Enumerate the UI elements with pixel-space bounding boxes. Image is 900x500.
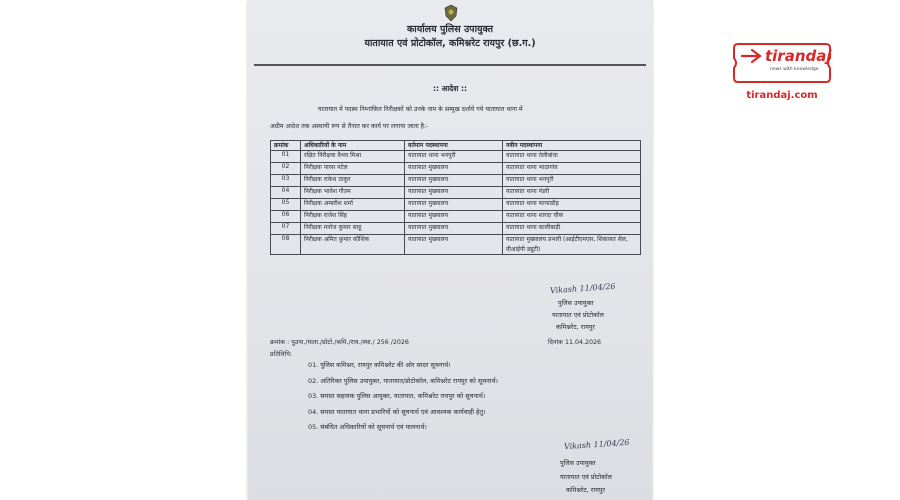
logo-wordmark: tirandaj: [765, 47, 832, 65]
current-posting-cell: यातायात मुख्यालय: [405, 199, 503, 211]
copy-recipient: 05. संबंधित अधिकारियों को सूचनार्थ एवं पालनार्थ।: [308, 423, 427, 431]
order-date: दिनांक 11.04.2026: [548, 339, 601, 346]
serial-cell: 05: [271, 199, 301, 211]
current-posting-cell: यातायात मुख्यालय: [405, 175, 503, 187]
officer-cell: निरीक्षक भावेश गौतम: [301, 187, 405, 199]
serial-cell: 06: [271, 211, 301, 223]
table-row: [271, 211, 641, 223]
new-posting-cell: यातायात थाना भनपुरी: [503, 175, 641, 187]
new-posting-cell: यातायात थाना पंडरी: [503, 187, 641, 199]
handwritten-signature-1: Vikash 11/04/26: [549, 281, 616, 296]
signatory-place-2: कमिश्नरेट, रायपुर: [566, 486, 606, 494]
serial-cell: 02: [271, 163, 301, 175]
officer-cell: निरीक्षक अम्बरीश शर्मा: [301, 199, 405, 211]
signatory-title-2: पुलिस उपायुक्त: [560, 459, 596, 467]
logo-url: tirandaj.com: [746, 90, 818, 101]
reference-number: क्रमांक : पुउपा./याता./प्रोटो./कमि./राय./स्था./ 256 /2026: [270, 339, 409, 346]
header-new-posting: नवीन पदस्थापना: [503, 141, 641, 151]
copy-recipient: 02. अतिरिक्त पुलिस उपायुक्त, यातायात/प्रोटोकॉल, कमिश्नरेट रायपुर को सूचनार्थ।: [308, 377, 498, 385]
office-subtitle: यातायात एवं प्रोटोकॉल, कमिश्नरेट रायपुर (छ.ग.): [364, 38, 536, 49]
officer-cell: निरीक्षक अमित कुमार कौशिक: [301, 235, 405, 255]
order-title: :: आदेश ::: [433, 84, 467, 93]
table-row: [271, 187, 641, 199]
header-divider: [254, 64, 646, 66]
posting-table: [270, 140, 641, 255]
intro-line-2: अग्रीम आदेश तक अस्थायी रूप से तैनात कर कार्य पर लगाया जाता है:-: [270, 123, 429, 130]
header-officer-name: अधिकारियों के नाम: [301, 141, 405, 151]
serial-cell: 03: [271, 175, 301, 187]
new-posting-cell: यातायात थाना शारदा चौक: [503, 211, 641, 223]
handwritten-signature-2: Vikash 11/04/26: [563, 437, 630, 452]
logo-tagline: news with knowledge: [770, 67, 819, 72]
copy-recipient: 03. समस्त सहायक पुलिस आयुक्त, यातायात, कमिश्नरेट रायपुर को सूचनार्थ।: [308, 392, 486, 400]
police-emblem-icon: [443, 4, 459, 22]
table-header-row: [271, 141, 641, 151]
current-posting-cell: यातायात मुख्यालय: [405, 163, 503, 175]
new-posting-cell: यातायात थाना तेलीबांधा: [503, 151, 641, 163]
signatory-dept-1: यातायात एवं प्रोटोकॉल: [552, 311, 604, 319]
officer-cell: रक्षित निरीक्षक वैभव मिश्रा: [301, 151, 405, 163]
serial-cell: 04: [271, 187, 301, 199]
copy-recipient: 01. पुलिस कमिश्नर, रायपुर कमिश्नरेट की ओर सादर सूचनार्थ।: [308, 361, 451, 369]
signatory-title-1: पुलिस उपायुक्त: [558, 299, 594, 307]
table-row: [271, 235, 641, 255]
document-page: [248, 0, 652, 500]
table-row: [271, 163, 641, 175]
table-row: [271, 151, 641, 163]
current-posting-cell: यातायात मुख्यालय: [405, 235, 503, 255]
table-row: [271, 175, 641, 187]
serial-cell: 08: [271, 235, 301, 255]
officer-cell: निरीक्षक राजेश सिंह: [301, 211, 405, 223]
copy-recipient: 04. समस्त यातायात थाना प्रभारियों को सूचनार्थ एवं आवश्यक कार्यवाही हेतु।: [308, 408, 486, 416]
current-posting-cell: यातायात मुख्यालय: [405, 187, 503, 199]
officer-cell: निरीक्षक पारस पटेल: [301, 163, 405, 175]
table-row: [271, 223, 641, 235]
current-posting-cell: यातायात मुख्यालय: [405, 223, 503, 235]
table-row: [271, 199, 641, 211]
current-posting-cell: यातायात थाना भनपुरी: [405, 151, 503, 163]
signatory-place-1: कमिश्नरेट, रायपुर: [556, 323, 596, 331]
serial-cell: 07: [271, 223, 301, 235]
tirandaj-logo[interactable]: [730, 40, 834, 112]
serial-cell: 01: [271, 151, 301, 163]
header-current-posting: वर्तमान पदस्थापना: [405, 141, 503, 151]
officer-cell: निरीक्षक मनोज कुमार साहू: [301, 223, 405, 235]
new-posting-cell: यातायात थाना फाफाडीह: [503, 199, 641, 211]
new-posting-cell: यातायात मुख्यालय प्रभारी (आईटीएमएस, शिकायत सेल, वीआईपी ड्यूटी): [503, 235, 641, 255]
current-posting-cell: यातायात मुख्यालय: [405, 211, 503, 223]
copy-label: प्रतिलिपि:: [270, 351, 293, 358]
header-serial: क्रमांक: [271, 141, 301, 151]
office-title: कार्यालय पुलिस उपायुक्त: [406, 24, 494, 35]
new-posting-cell: यातायात थाना भाठागांव: [503, 163, 641, 175]
new-posting-cell: यातायात थाना कालीबाड़ी: [503, 223, 641, 235]
signatory-dept-2: यातायात एवं प्रोटोकॉल: [560, 473, 612, 481]
officer-cell: निरीक्षक राकेश ठाकुर: [301, 175, 405, 187]
intro-line-1: यातायात में पदस्थ निम्नांकित निरीक्षकों को उनके नाम के सम्मुख दर्शाये गये यातायात थाना में: [318, 106, 523, 113]
